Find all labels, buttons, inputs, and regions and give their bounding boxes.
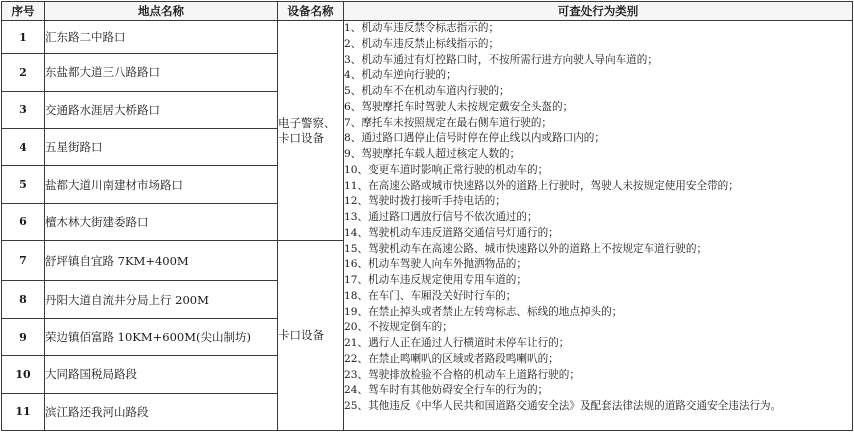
location-cell: 滨江路还我河山路段 <box>45 393 278 430</box>
violation-item: 6、驾驶摩托车时驾驶人未按规定戴安全头盔的； <box>344 100 574 113</box>
device-cell: 卡口设备 <box>278 241 344 431</box>
header-violations: 可查处行为类别 <box>344 2 853 21</box>
violation-item: 4、机动车逆向行驶的； <box>344 69 457 82</box>
violation-item: 5、机动车不在机动车道内行驶的； <box>344 85 510 97</box>
seq-cell: 8 <box>2 281 45 318</box>
violation-item: 7、摩托车未按照规定在最右侧车道行驶的； <box>344 116 553 129</box>
location-cell: 盐都大道川南建材市场路口 <box>45 166 278 203</box>
seq-cell: 10 <box>2 356 45 393</box>
violation-item: 13、通过路口遇放行信号不依次通过的； <box>344 211 538 223</box>
table-header-row <box>2 2 853 21</box>
violation-item: 12、驾驶时拨打接听手持电话的； <box>344 195 506 208</box>
violation-item: 11、在高速公路或城市快速路以外的道路上行驶时，驾驶人未按规定使用安全带的； <box>344 179 739 192</box>
location-cell: 交通路水涯居大桥路口 <box>45 91 278 128</box>
violation-item: 1、机动车违反禁令标志指示的； <box>344 22 500 34</box>
violation-table <box>1 1 853 431</box>
location-cell: 五星街路口 <box>45 129 278 166</box>
seq-cell: 5 <box>2 166 45 203</box>
seq-cell: 7 <box>2 241 45 281</box>
location-cell: 东盐都大道三八路路口 <box>45 54 278 91</box>
violation-item: 2、机动车违反禁止标线指示的； <box>344 37 500 50</box>
violation-item: 20、不按规定倒车的； <box>344 321 453 334</box>
location-cell: 大同路国税局路段 <box>45 356 278 393</box>
location-cell: 汇东路二中路口 <box>45 21 278 54</box>
violation-item: 14、驾驶机动车违反道路交通信号灯通行的； <box>344 226 559 239</box>
violation-item: 9、驾驶摩托车载人超过核定人数的； <box>344 148 521 160</box>
seq-cell: 11 <box>2 393 45 430</box>
seq-cell: 6 <box>2 203 45 240</box>
violation-item: 19、在禁止掉头或者禁止左转弯标志、标线的地点掉头的； <box>344 305 623 318</box>
header-device: 设备名称 <box>278 2 344 21</box>
violation-item: 25、其他违反《中华人民共和国道路交通安全法》及配套法律法规的道路交通安全违法行为。 <box>344 400 782 412</box>
violation-item: 24、驾车时有其他妨碍安全行车的行为的； <box>344 384 549 397</box>
location-cell: 舒坪镇自宜路 7KM+400M <box>45 241 278 281</box>
table-row <box>2 21 853 54</box>
violation-item: 10、变更车道时影响正常行驶的机动车的； <box>344 163 549 176</box>
violation-item: 21、遇行人正在通过人行横道时未停车让行的； <box>344 337 570 349</box>
violation-item: 16、机动车驾驶人向车外抛洒物品的； <box>344 258 527 271</box>
violations-list <box>344 21 852 415</box>
seq-cell: 3 <box>2 91 45 128</box>
location-cell: 檀木林大街建委路口 <box>45 203 278 240</box>
location-cell: 荣边镇佰富路 10KM+600M(尖山制坊) <box>45 318 278 355</box>
location-cell: 丹阳大道自流井分局上行 200M <box>45 281 278 318</box>
violation-item: 15、驾驶机动车在高速公路、城市快速路以外的道路上不按规定车道行驶的； <box>344 242 708 255</box>
violations-cell <box>344 21 853 431</box>
header-location: 地点名称 <box>45 2 278 21</box>
violation-item: 8、通过路口遇停止信号时停在停止线以内或路口内的； <box>344 132 605 145</box>
violation-item: 17、机动车违反规定使用专用车道的； <box>344 274 527 286</box>
device-cell: 电子警察、卡口设备 <box>278 21 344 241</box>
violation-item: 22、在禁止鸣喇叭的区域或者路段鸣喇叭的； <box>344 352 559 365</box>
seq-cell: 1 <box>2 21 45 54</box>
violation-item: 3、机动车通过有灯控路口时，不按所需行进方向驶人导向车道的； <box>344 53 658 66</box>
seq-cell: 2 <box>2 54 45 91</box>
violation-item: 18、在车门、车厢没关好时行车的； <box>344 289 517 302</box>
seq-cell: 4 <box>2 129 45 166</box>
violation-item: 23、驾驶排放检验不合格的机动车上道路行驶的； <box>344 368 580 381</box>
seq-cell: 9 <box>2 318 45 355</box>
header-seq: 序号 <box>2 2 45 21</box>
